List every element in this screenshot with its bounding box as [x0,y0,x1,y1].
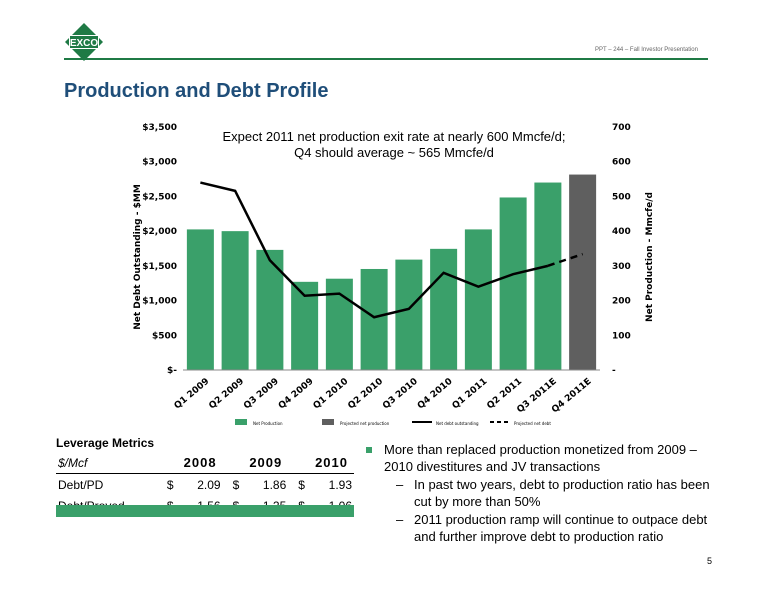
currency-symbol: $ [232,477,240,492]
y-tick-label-right: 300 [612,261,631,272]
bar [430,249,457,370]
logo-text: EXCO [69,38,99,49]
cell-value: 1.86 [262,477,287,492]
square-bullet-icon [366,447,372,453]
year-2009: 2009 [223,452,289,474]
x-tick-label: Q2 2011 [485,376,525,412]
annotation [222,129,565,160]
y-tick-label-left: $- [167,366,177,376]
leverage-header-row [56,452,354,474]
header-note: PPT – 244 – Fall Investor Presentation [595,47,698,53]
leverage-title: Leverage Metrics [56,436,155,450]
bar [534,183,561,370]
x-tick-label: Q4 2009 [276,376,316,412]
bullet-sub-text: In past two years, debt to production ratio has been cut by more than 50% [414,477,710,509]
y-tick-label-right: - [612,366,616,376]
y-tick-label-right: 100 [612,331,631,342]
x-tick-label: Q4 2011E [550,376,594,416]
y-tick-label-right: 200 [612,296,631,307]
legend-swatch [322,419,334,425]
x-tick-label: Q3 2009 [242,376,281,412]
y-tick-label-left: $3,500 [142,123,177,133]
page-title: Production and Debt Profile [64,80,329,102]
bar [465,229,492,370]
x-tick-label: Q2 2009 [207,376,247,412]
legend-label: Net Production [253,421,283,426]
y-tick-label-left: $1,500 [142,261,177,272]
dash-bullet-icon: – [396,477,404,492]
y-tick-label-left: $500 [151,331,177,342]
y-axis-label-left: Net Debt Outstanding - $MM [133,184,143,330]
x-tick-label: Q1 2009 [172,376,212,412]
bar [222,231,249,370]
x-tick-label: Q3 2010 [381,376,420,412]
bar [500,197,527,370]
year-2008: 2008 [157,452,223,474]
bullet-list [364,441,724,545]
bar [395,260,422,370]
x-tick-label: Q3 2011E [515,376,559,416]
currency-symbol: $ [166,477,174,492]
bar [361,269,388,370]
leverage-footer-band [56,505,354,517]
row-label: Debt/PD [58,477,104,492]
bar [569,175,596,370]
bars [187,175,596,370]
y-tick-label-left: $2,500 [142,192,177,203]
cell-value: 2.09 [197,477,221,492]
page-number: 5 [707,556,713,566]
legend-swatch [235,419,247,425]
y-tick-label-right: 700 [612,123,631,133]
x-tick-label: Q1 2010 [311,376,351,412]
legend-label: Projected net debt [514,421,551,426]
y-tick-label-left: $3,000 [142,157,177,168]
bullet-sub [364,511,724,545]
x-tick-labels [173,377,594,416]
y-tick-label-left: $2,000 [142,227,177,238]
annotation-line-2: Q4 should average ~ 565 Mmcfe/d [294,145,494,160]
annotation-line-1: Expect 2011 net production exit rate at nearly 600 Mmcfe/d; [222,129,566,144]
cell-value: 1.93 [328,477,352,492]
bullet-sub-text: 2011 production ramp will continue to outpace debt and further improve debt to production ratio [414,512,708,544]
dash-bullet-icon: – [396,512,404,527]
bullet-main-text: More than replaced production monetized from 2009 – 2010 divestitures and JV transactions [384,442,697,474]
leverage-unit: $/Mcf [56,452,157,474]
y-tick-label-right: 600 [612,157,631,168]
year-2010: 2010 [288,452,354,474]
table-row [56,474,354,496]
y-tick-label-left: $1,000 [142,296,177,307]
y-tick-label-right: 500 [612,192,631,203]
bar [187,229,214,370]
currency-symbol: $ [298,477,305,492]
legend-label: Net debt outstanding [436,421,479,426]
y-tick-label-right: 400 [612,227,631,238]
bar [256,250,283,370]
legend-label: Projected net production [340,421,390,426]
x-tick-label: Q1 2011 [450,376,490,412]
legend [235,419,551,426]
bullet-main [364,441,724,475]
x-tick-label: Q2 2010 [346,376,386,412]
y-axis-label-right: Net Production - Mmcfe/d [645,192,655,322]
x-tick-label: Q4 2010 [415,376,455,412]
bullet-sub [364,476,724,510]
